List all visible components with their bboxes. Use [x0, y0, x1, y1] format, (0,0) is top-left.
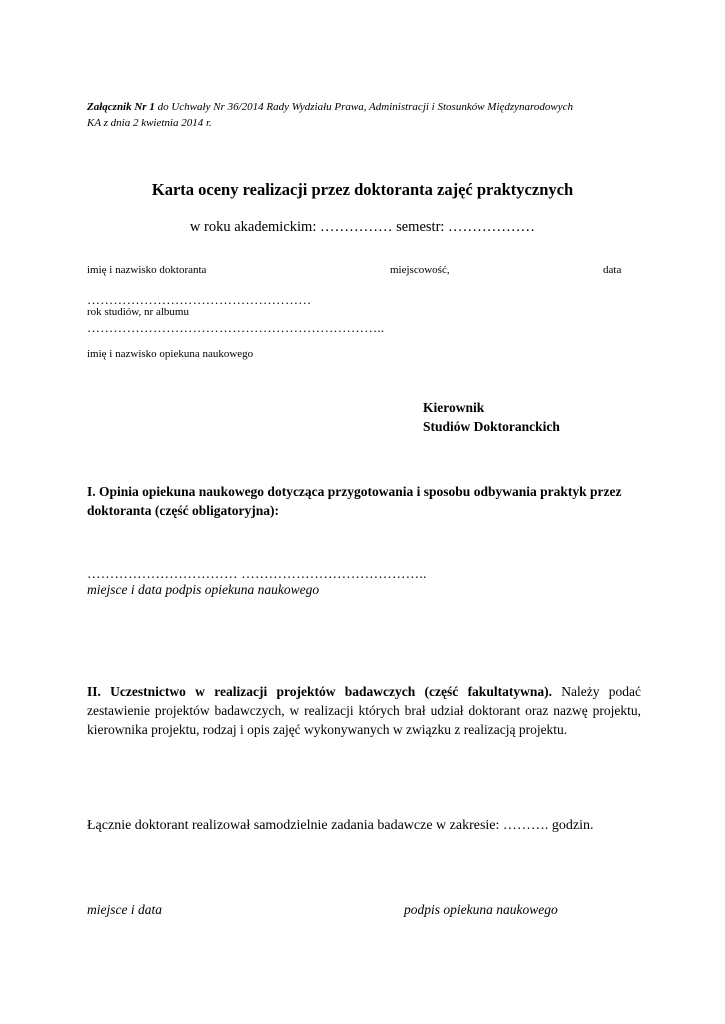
- year-album-dots: ……………………………………………: [87, 292, 312, 307]
- year-album-label: rok studiów, nr albumu: [87, 306, 189, 318]
- attachment-label: Załącznik Nr 1: [87, 101, 155, 113]
- recipient-title: Kierownik: [423, 400, 485, 415]
- section-1-signature-caption: miejsce i data podpis opiekuna naukowego: [87, 582, 320, 597]
- supervisor-dots: …………………………………………………………..: [87, 320, 385, 335]
- section-2-heading: II. Uczestnictwo w realizacji projektów badawczych (część fakultatywna).: [87, 684, 552, 699]
- place-date-caption: miejsce i data: [87, 902, 162, 917]
- section-1-signature-dots: …………………………… …………………………………..: [87, 566, 427, 581]
- resolution-reference: do Uchwały Nr 36/2014 Rady Wydziału Prawa, Administracji i Stosunków Międzynarodowych: [154, 101, 574, 113]
- section-2-paragraph: [87, 682, 641, 739]
- recipient-unit: Studiów Doktoranckich: [423, 419, 560, 434]
- place-label: miejscowość,: [390, 264, 450, 276]
- resolution-date: KA z dnia 2 kwietnia 2014 r.: [87, 117, 212, 129]
- resolution-header-line1: [87, 99, 573, 115]
- supervisor-signature-caption: podpis opiekuna naukowego: [404, 902, 558, 917]
- research-hours-summary: Łącznie doktorant realizował samodzielnie zadania badawcze w zakresie: ………. godzin.: [87, 818, 594, 833]
- section-2-instructions: Należy podać zestawienie projektów badawczych, w realizacji których brał udział doktorant oraz nazwę projektu, kierownika projektu, rodzaj i opis zajęć wykonywanych w związku z realizacją projektu.: [87, 684, 641, 737]
- recipient-block: [423, 398, 560, 436]
- document-title: Karta oceny realizacji przez doktoranta zajęć praktycznych: [151, 180, 574, 199]
- student-name-label: imię i nazwisko doktoranta: [87, 264, 207, 276]
- supervisor-name-label: imię i nazwisko opiekuna naukowego: [87, 348, 254, 360]
- academic-year-line: w roku akademickim: …………… semestr: ………………: [189, 219, 536, 235]
- resolution-header: [87, 99, 573, 131]
- date-label: data: [603, 264, 622, 276]
- section-1-heading: I. Opinia opiekuna naukowego dotycząca przygotowania i sposobu odbywania praktyk przez doktoranta (część obligatoryjna):: [87, 484, 622, 518]
